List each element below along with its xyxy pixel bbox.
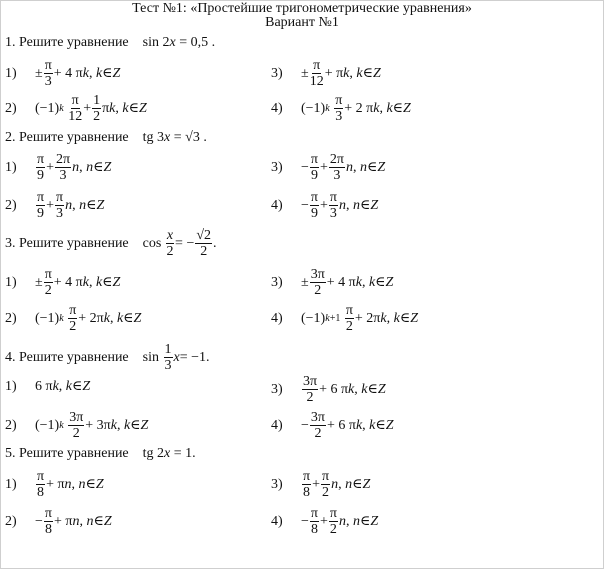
q3-option-4[interactable]: 4) (−1) k+1 π 2 + 2π k , k ∈ Z (271, 303, 418, 334)
q3-option-4-num: 4) (271, 310, 283, 326)
question-5 (5, 446, 196, 462)
q3-option-2-num: 2) (5, 310, 17, 326)
q1-option-2-num: 2) (5, 100, 17, 116)
q5-option-3[interactable]: 3) π 8 + π 2 n , n ∈ Z (271, 469, 371, 500)
test-title: Тест №1: «Простейшие тригонометрические уравнения» (132, 1, 472, 16)
q1-option-1-num: 1) (5, 65, 17, 81)
q1-option-4-num: 4) (271, 100, 283, 116)
q5-option-2-num: 2) (5, 513, 17, 529)
q3-option-1[interactable]: 1) ± π 2 + 4 π k , k ∈ Z (5, 267, 121, 298)
q5-option-4[interactable]: 4) − π 8 + π 2 n , n ∈ Z (271, 506, 379, 537)
q5-option-1-num: 1) (5, 476, 17, 492)
q3-option-3-num: 3) (271, 274, 283, 290)
question-5-label: 5. Решите уравнение (5, 446, 129, 461)
question-1-label: 1. Решите уравнение (5, 35, 129, 50)
question-2 (5, 130, 207, 146)
q1-option-3-num: 3) (271, 65, 283, 81)
question-2-equation: tg 3x = √3 . (142, 130, 207, 145)
q4-option-4-num: 4) (271, 417, 283, 433)
q1-option-4[interactable]: 4) (−1) k π 3 + 2 π k , k ∈ Z (271, 93, 411, 124)
question-4 (5, 342, 210, 373)
q2-option-3-num: 3) (271, 159, 283, 175)
q3-option-1-num: 1) (5, 274, 17, 290)
question-2-label: 2. Решите уравнение (5, 130, 129, 145)
q5-option-2[interactable]: 2) − π 8 + π n , n ∈ Z (5, 506, 112, 537)
q2-option-2[interactable]: 2) π 9 + π 3 n , n ∈ Z (5, 190, 105, 221)
q1-option-3[interactable]: 3) ± π 12 + π k , k ∈ Z (271, 58, 381, 89)
q1-option-1[interactable]: 1) ± π 3 + 4 π k , k ∈ Z (5, 58, 121, 89)
q4-option-2-num: 2) (5, 417, 17, 433)
question-1-equation: sin 2x = 0,5 . (142, 35, 216, 50)
question-4-equation: sin 1 3 x = −1. (142, 342, 210, 373)
question-3 (5, 228, 217, 259)
q2-option-2-num: 2) (5, 197, 17, 213)
q2-option-1[interactable]: 1) π 9 + 2π 3 n , n ∈ Z (5, 152, 112, 183)
q5-option-3-num: 3) (271, 476, 283, 492)
q3-option-2[interactable]: 2) (−1) k π 2 + 2π k , k ∈ Z (5, 303, 142, 334)
q2-option-3[interactable]: 3) − π 9 + 2π 3 n , n ∈ Z (271, 152, 386, 183)
question-1 (5, 35, 215, 51)
question-5-equation: tg 2x = 1. (142, 446, 196, 461)
question-3-label: 3. Решите уравнение (5, 235, 129, 251)
question-3-equation: cos x 2 = − √2 2 . (142, 228, 217, 259)
q4-option-1[interactable]: 1) 6 π k , k ∈ Z (5, 378, 91, 394)
q4-option-2[interactable]: 2) (−1) k 3π 2 + 3π k , k ∈ Z (5, 410, 149, 441)
q5-option-4-num: 4) (271, 513, 283, 529)
question-4-label: 4. Решите уравнение (5, 349, 129, 365)
q2-option-1-num: 1) (5, 159, 17, 175)
q4-option-4[interactable]: 4) − 3π 2 + 6 π k , k ∈ Z (271, 410, 394, 441)
q5-option-1[interactable]: 1) π 8 + π n , n ∈ Z (5, 469, 104, 500)
q4-option-1-num: 1) (5, 378, 17, 394)
q2-option-4-num: 4) (271, 197, 283, 213)
variant-title: Вариант №1 (265, 15, 339, 30)
q2-option-4[interactable]: 4) − π 9 + π 3 n , n ∈ Z (271, 190, 379, 221)
q4-option-3-num: 3) (271, 381, 283, 397)
q4-option-3[interactable]: 3) 3π 2 + 6 π k , k ∈ Z (271, 374, 386, 405)
q1-option-2[interactable]: 2) (−1) k π 12 + 1 2 π k , k ∈ Z (5, 93, 147, 124)
q3-option-3[interactable]: 3) ± 3π 2 + 4 π k , k ∈ Z (271, 267, 394, 298)
